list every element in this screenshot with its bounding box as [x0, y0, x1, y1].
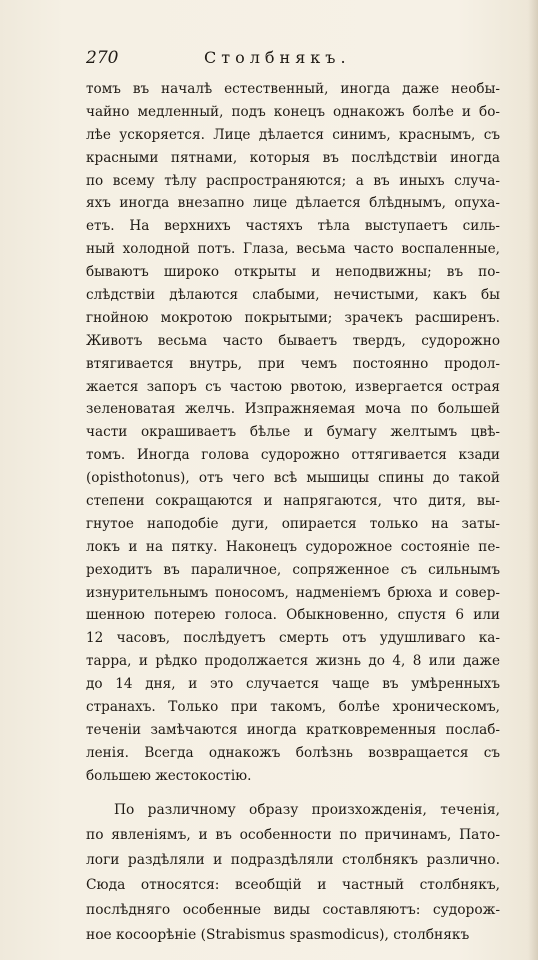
text-line: по явленіямъ, и въ особенности по причинамъ, Пато-	[86, 826, 500, 843]
paragraph-1	[86, 78, 500, 788]
text-line: теченіи замѣчаются иногда кратковременныя послаб-	[86, 721, 500, 738]
text-line: етъ. На верхнихъ частяхъ тѣла выступаетъ силь-	[86, 218, 500, 235]
text-line: Сюда относятся: всеобщій и частный столбнякъ,	[86, 876, 500, 893]
text-line: бываютъ широко открыты и неподвижны; въ по-	[86, 264, 500, 281]
text-line: ленія. Всегда однакожъ болѣзнь возвращается съ	[86, 744, 500, 761]
page-number: 270	[86, 48, 119, 68]
text-line: чайно медленный, подъ конецъ однакожъ болѣе и бо-	[86, 103, 500, 120]
text-line: томъ въ началѣ естественный, иногда даже необы-	[86, 81, 500, 97]
text-line: по всему тѣлу распространяются; а въ иныхъ случа-	[86, 172, 500, 189]
text-line: большею жестокостію.	[86, 767, 252, 784]
text-line: зеленоватая желчь. Изпражняемая моча по большей	[86, 401, 500, 418]
text-line: 12 часовъ, послѣдуетъ смерть отъ удушливаго ка-	[86, 630, 500, 647]
body-text	[86, 78, 500, 948]
text-line: гнойною мокротою покрытыми; зрачекъ расширенъ.	[86, 309, 500, 326]
text-line: ный холодной потъ. Глаза, весьма часто воспаленные,	[86, 241, 500, 258]
text-line: послѣдняго особенные виды составляютъ: судорож-	[86, 901, 500, 918]
text-line: гнутое наподобіе дуги, опирается только на заты-	[86, 515, 500, 532]
text-line: По различному образу произхожденія, теченія,	[114, 801, 500, 818]
text-line: жается запоръ съ частою рвотою, извергается острая	[86, 378, 500, 395]
text-line: изнурительнымъ поносомъ, надменіемъ брюха и совер-	[86, 584, 500, 601]
text-line: степени сокращаются и напрягаются, что дитя, вы-	[86, 493, 500, 510]
paragraph-gap	[86, 788, 500, 798]
text-line: красными пятнами, которыя въ послѣдствіи иногда	[86, 149, 500, 166]
text-line: реходитъ въ параличное, сопряженное съ сильнымъ	[86, 561, 500, 578]
running-head: Столбнякъ.	[204, 48, 351, 67]
text-line: части окрашиваетъ бѣлье и бумагу желтымъ цвѣ-	[86, 424, 500, 441]
text-line: локъ и на пятку. Наконецъ судорожное состояніе пе-	[86, 538, 500, 555]
text-line: логи раздѣляли и подраздѣляли столбнякъ различно.	[86, 851, 500, 868]
text-line: ное косоорѣніе (Strabismus spasmodicus), столбнякъ	[86, 926, 470, 943]
text-line: яхъ иногда внезапно лице дѣлается блѣднымъ, опуха-	[86, 195, 500, 212]
page-header	[86, 48, 498, 74]
text-line: лѣе ускоряется. Лице дѣлается синимъ, краснымъ, съ	[86, 126, 500, 143]
text-line: шенною потерею голоса. Обыкновенно, спустя 6 или	[86, 607, 500, 624]
text-line: до 14 дня, и это случается чаще въ умѣренныхъ	[86, 676, 500, 693]
text-line: втягивается внутрь, при чемъ постоянно продол-	[86, 355, 500, 372]
text-line: томъ. Иногда голова судорожно оттягивается кзади	[86, 447, 500, 464]
text-line: тарра, и рѣдко продолжается жизнь до 4, 8 или даже	[86, 653, 500, 670]
text-line: Животъ весьма часто бываетъ твердъ, судорожно	[86, 332, 500, 349]
paragraph-2	[86, 798, 500, 948]
page-edge-shadow	[528, 0, 538, 960]
text-line: слѣдствіи дѣлаются слабыми, нечистыми, какъ бы	[86, 287, 500, 304]
text-line: (opisthotonus), отъ чего всѣ мышицы спины до такой	[86, 470, 500, 487]
text-line: странахъ. Только при такомъ, болѣе хроническомъ,	[86, 699, 500, 716]
